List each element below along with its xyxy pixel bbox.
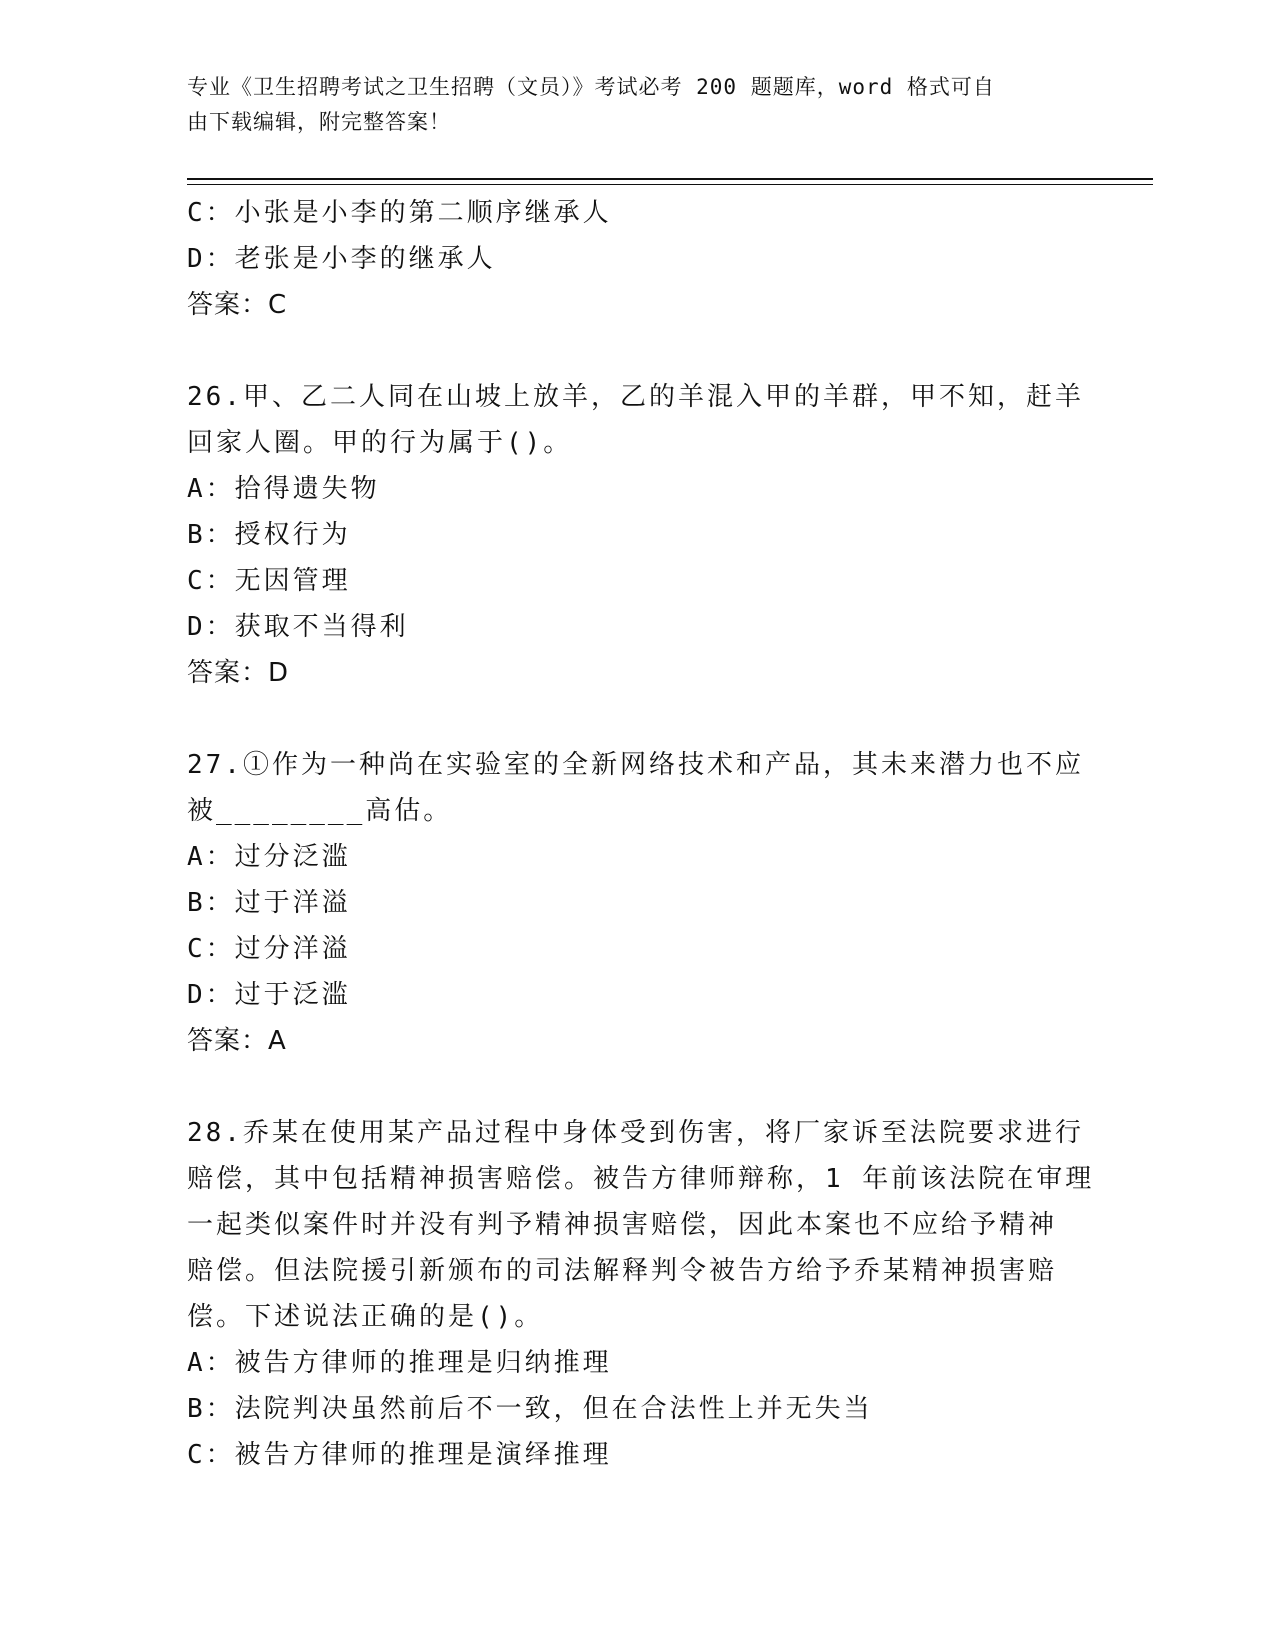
question-stem-line: 被________高估。: [187, 796, 453, 826]
header-line-2: 由下载编辑，附完整答案！: [187, 110, 451, 134]
option-a: A：被告方律师的推理是归纳推理: [187, 1348, 612, 1378]
spacer: [187, 696, 1087, 742]
answer-label: 答案：C: [187, 290, 288, 320]
option-c: C：无因管理: [187, 566, 351, 596]
answer-label: 答案：A: [187, 1026, 287, 1056]
option-d: D：过于泛滥: [187, 980, 351, 1010]
header-rule-thin: [187, 184, 1153, 185]
option-b: B：过于洋溢: [187, 888, 351, 918]
question-25: [187, 190, 1087, 328]
question-stem-line: 回家人圈。甲的行为属于()。: [187, 428, 573, 458]
question-stem-line: 27.①作为一种尚在实验室的全新网络技术和产品，其未来潜力也不应: [187, 750, 1084, 780]
option-c: C：过分洋溢: [187, 934, 351, 964]
header-line-1: 专业《卫生招聘考试之卫生招聘（文员）》考试必考 200 题题库，word 格式可自: [187, 75, 995, 99]
question-stem-line: 偿。下述说法正确的是()。: [187, 1302, 544, 1332]
question-stem-line: 赔偿，其中包括精神损害赔偿。被告方律师辩称，1 年前该法院在审理: [187, 1164, 1095, 1194]
question-stem-line: 一起类似案件时并没有判予精神损害赔偿，因此本案也不应给予精神: [187, 1210, 1058, 1240]
spacer: [187, 1064, 1087, 1110]
option-a: A：过分泛滥: [187, 842, 351, 872]
document-header: [187, 70, 1087, 140]
option-d: D：获取不当得利: [187, 612, 409, 642]
question-27: [187, 742, 1087, 1064]
question-28: [187, 1110, 1095, 1478]
question-list: [187, 190, 1095, 1478]
option-d: D：老张是小李的继承人: [187, 244, 496, 274]
header-rule-thick: [187, 178, 1153, 180]
spacer: [187, 328, 1087, 374]
question-stem-line: 26.甲、乙二人同在山坡上放羊，乙的羊混入甲的羊群，甲不知，赶羊: [187, 382, 1084, 412]
question-stem-line: 28.乔某在使用某产品过程中身体受到伤害，将厂家诉至法院要求进行: [187, 1118, 1084, 1148]
option-c: C：被告方律师的推理是演绎推理: [187, 1440, 612, 1470]
option-b: B：法院判决虽然前后不一致，但在合法性上并无失当: [187, 1394, 873, 1424]
option-b: B：授权行为: [187, 520, 351, 550]
question-stem-line: 赔偿。但法院援引新颁布的司法解释判令被告方给予乔某精神损害赔: [187, 1256, 1058, 1286]
option-a: A：拾得遗失物: [187, 474, 380, 504]
question-26: [187, 374, 1087, 696]
answer-label: 答案：D: [187, 658, 290, 688]
option-c: C：小张是小李的第二顺序继承人: [187, 198, 612, 228]
